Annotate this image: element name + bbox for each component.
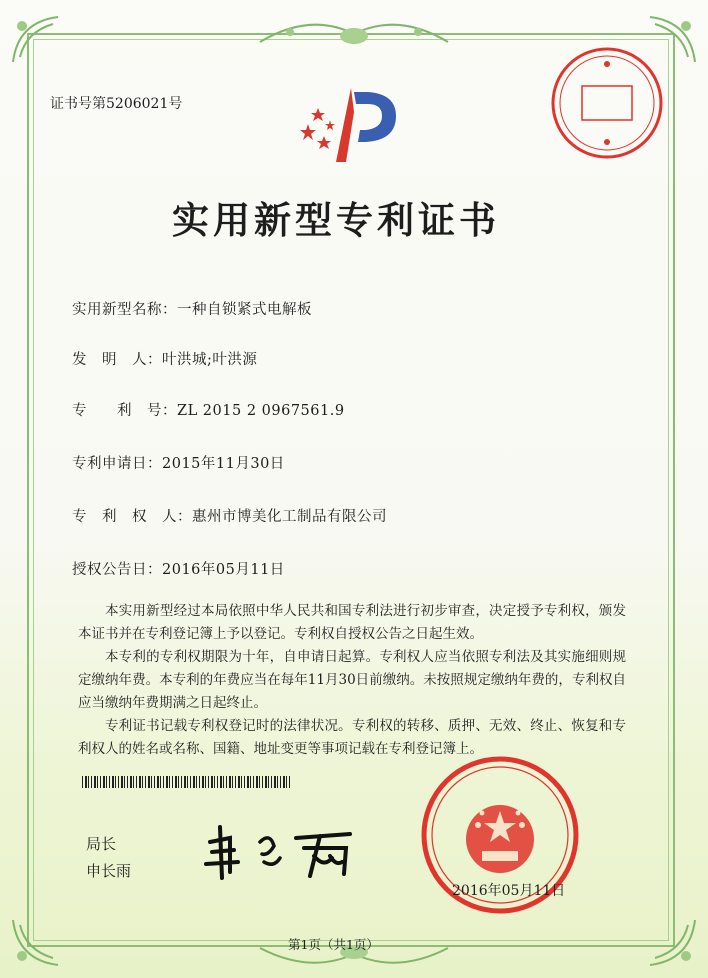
announcement-date: 授权公告日：2016年05月11日 bbox=[72, 562, 285, 578]
body-paragraph: 本实用新型经过本局依照中华人民共和国专利法进行初步审查，决定授予专利权，颁发本证书并在专利登记簿上予以登记。专利权自授权公告之日起生效。 bbox=[78, 603, 626, 642]
body-paragraph: 专利证书记载专利权登记时的法律状况。专利权的转移、质押、无效、终止、恢复和专利权人的姓名或名称、国籍、地址变更等事项记载在专利登记簿上。 bbox=[78, 718, 626, 757]
certificate-title: 实用新型专利证书 bbox=[172, 198, 500, 242]
corner-ornament-icon bbox=[8, 12, 68, 72]
director-title: 局长 bbox=[86, 835, 117, 853]
utility-model-name: 实用新型名称：一种自锁紧式电解板 bbox=[72, 302, 312, 318]
certificate-number: 证书号第5206021号 bbox=[50, 96, 183, 112]
barcode bbox=[82, 776, 292, 788]
top-ornament-icon bbox=[250, 12, 458, 52]
corner-ornament-icon bbox=[8, 910, 68, 970]
patentee: 专 利 权 人：惠州市博美化工制品有限公司 bbox=[72, 509, 387, 525]
inventor: 发 明 人：叶洪城;叶洪源 bbox=[72, 352, 258, 368]
page-info: 第1页（共1页） bbox=[288, 937, 379, 952]
director-name: 申长雨 bbox=[86, 862, 132, 880]
corner-ornament-icon bbox=[640, 910, 700, 970]
filing-date: 专利申请日：2015年11月30日 bbox=[72, 456, 285, 472]
issue-date: 2016年05月11日 bbox=[452, 883, 566, 899]
body-paragraph: 本专利的专利权期限为十年，自申请日起算。专利权人应当依照专利法及其实施细则规定缴纳年费。本专利的年费应当在每年11月30日前缴纳。未按照规定缴纳年费的，专利权自应当缴纳年费期满之日起终止。 bbox=[78, 649, 626, 711]
patent-number: 专 利 号：ZL 2015 2 0967561.9 bbox=[72, 403, 345, 419]
patent-office-logo-icon bbox=[296, 82, 406, 168]
tax-seal-icon bbox=[548, 44, 666, 162]
director-signature-icon bbox=[200, 812, 366, 884]
certificate-body bbox=[78, 600, 626, 761]
